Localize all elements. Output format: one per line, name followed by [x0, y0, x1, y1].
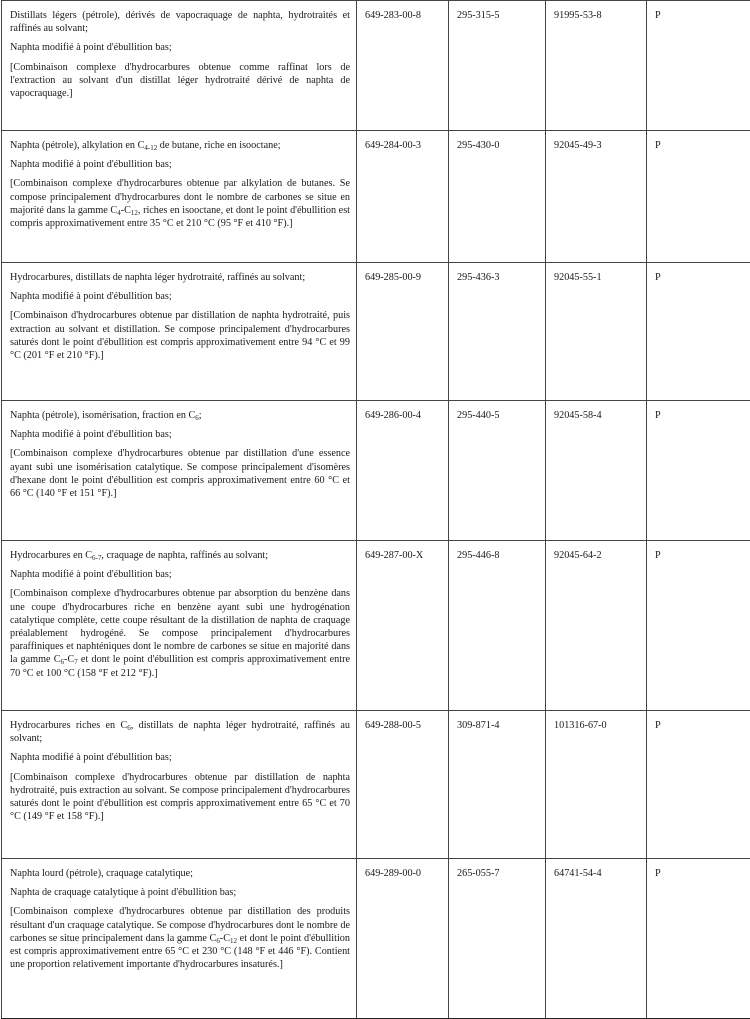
note-cell: P	[647, 263, 750, 401]
index-number-cell: 649-284-00-3	[357, 131, 449, 263]
ec-number-cell: 295-440-5	[449, 401, 546, 541]
table-row	[2, 1, 750, 131]
ec-number-cell: 295-315-5	[449, 1, 546, 131]
substance-alt-name: Naphta modifié à point d'ébullition bas;	[10, 752, 172, 764]
ec-number-cell: 309-871-4	[449, 711, 546, 859]
cas-number-cell: 92045-49-3	[546, 131, 647, 263]
substance-name: Naphta lourd (pétrole), craquage catalytique;	[10, 868, 194, 879]
substance-description: [Combinaison complexe d'hydrocarbures obtenue par absorption du benzène dans une coupe d'hydrocarbures riche en benzène ayant subi une hydrogénation catalytique complète, cette coupe résultant de la distillation de naphta de craquage préalablement hydrogéné. Se compose principalement d'hydrocarbures paraffiniques et naphténiques dont le nombre de carbones se situe en majorité dans la gamme $C_6-C_7$ et dont le point d'ébullition est compris approximativement entre 70 °C et 100 °C (158 °F et 212 °F).]	[10, 588, 350, 679]
note-cell: P	[647, 711, 750, 859]
cas-number-cell: 64741-54-4	[546, 859, 647, 1019]
substance-name: Hydrocarbures riches en $C_6$, distillats de naphta léger hydrotraité, raffinés au solvant;	[10, 720, 350, 745]
substance-description: [Combinaison complexe d'hydrocarbures obtenue par distillation des produits résultant d'un craquage catalytique. Se compose d'hydrocarbures dont le nombre de carbones se situe principalement dans la gamme $C_6-C_{12}$ et dont le point d'ébullition est compris approximativement entre 65 °C et 230 °C (148 °F et 446 °F). Contient une proportion relativement importante d'hydrocarbures insaturés.]	[10, 906, 350, 971]
substance-alt-name: Naphta de craquage catalytique à point d'ébullition bas;	[10, 887, 237, 899]
substance-description: [Combinaison complexe d'hydrocarbures obtenue par distillation de naphta hydrotraité, puis extraction au solvant. Se compose principalement d'hydrocarbures saturés dont le point d'ébullition est compris approximativement entre 65 °C et 70 °C (149 °F et 158 °F).]	[10, 771, 350, 823]
substance-description: [Combinaison d'hydrocarbures obtenue par distillation de naphta hydrotraité, puis extraction au solvant et distillation. Se compose principalement d'hydrocarbures saturés dont le point d'ébullition est compris approximativement entre 94 °C et 99 °C (201 °F et 210 °F).]	[10, 310, 350, 362]
table-row	[2, 401, 750, 541]
ec-number-cell: 295-446-8	[449, 541, 546, 711]
index-number-cell: 649-286-00-4	[357, 401, 449, 541]
cas-number-cell: 101316-67-0	[546, 711, 647, 859]
substance-description-cell	[2, 859, 357, 1019]
substance-name: Distillats légers (pétrole), dérivés de vapocraquage de naphta, hydrotraités et raffinés au solvant;	[10, 10, 350, 35]
index-number-cell: 649-288-00-5	[357, 711, 449, 859]
table-row	[2, 263, 750, 401]
substance-description: [Combinaison complexe d'hydrocarbures obtenue par distillation d'une essence ayant subi une isomérisation catalytique. Se compose principalement d'isomères d'hexane dont le point d'ébullition est compris approximativement entre 60 °C et 66 °C (140 °F et 151 °F).]	[10, 448, 350, 500]
substance-description-cell	[2, 401, 357, 541]
index-number-cell: 649-283-00-8	[357, 1, 449, 131]
cas-number-cell: 92045-64-2	[546, 541, 647, 711]
substance-alt-name: Naphta modifié à point d'ébullition bas;	[10, 569, 172, 581]
note-cell: P	[647, 1, 750, 131]
substance-description-cell	[2, 263, 357, 401]
substance-alt-name: Naphta modifié à point d'ébullition bas;	[10, 291, 172, 303]
table-row	[2, 711, 750, 859]
ec-number-cell: 295-436-3	[449, 263, 546, 401]
table-row	[2, 131, 750, 263]
table-row	[2, 541, 750, 711]
table-body	[2, 1, 750, 1019]
cas-number-cell: 92045-55-1	[546, 263, 647, 401]
note-cell: P	[647, 401, 750, 541]
substance-description-cell	[2, 1, 357, 131]
note-cell: P	[647, 541, 750, 711]
note-cell: P	[647, 131, 750, 263]
ec-number-cell: 295-430-0	[449, 131, 546, 263]
cas-number-cell: 92045-58-4	[546, 401, 647, 541]
substance-description: [Combinaison complexe d'hydrocarbures obtenue comme raffinat lors de l'extraction au solvant d'un distillat léger hydrotraité dérivé de naphta de vapocraquage.]	[10, 61, 350, 100]
substance-description: [Combinaison complexe d'hydrocarbures obtenue par alkylation de butanes. Se compose principalement d'hydrocarbures dont le nombre de carbones se situe en majorité dans la gamme $C_4-C_{12}$, riches en isooctane, et dont le point d'ébullition est compris approximativement entre 35 °C et 210 °C (95 °F et 410 °F).]	[10, 178, 350, 230]
ec-number-cell: 265-055-7	[449, 859, 546, 1019]
substance-name: Naphta (pétrole), alkylation en $C_{4-12}$ de butane, riche en isooctane;	[10, 140, 281, 152]
substance-name: Hydrocarbures, distillats de naphta léger hydrotraité, raffinés au solvant;	[10, 272, 306, 283]
substance-alt-name: Naphta modifié à point d'ébullition bas;	[10, 429, 172, 441]
substance-description-cell	[2, 541, 357, 711]
substances-table	[1, 0, 750, 1019]
index-number-cell: 649-289-00-0	[357, 859, 449, 1019]
substance-description-cell	[2, 131, 357, 263]
substance-name: Hydrocarbures en $C_{6-7}$, craquage de naphta, raffinés au solvant;	[10, 550, 269, 562]
index-number-cell: 649-285-00-9	[357, 263, 449, 401]
cas-number-cell: 91995-53-8	[546, 1, 647, 131]
substance-description-cell	[2, 711, 357, 859]
substance-alt-name: Naphta modifié à point d'ébullition bas;	[10, 159, 172, 171]
table-row	[2, 859, 750, 1019]
note-cell: P	[647, 859, 750, 1019]
index-number-cell: 649-287-00-X	[357, 541, 449, 711]
substance-name: Naphta (pétrole), isomérisation, fraction en $C_6$;	[10, 410, 202, 422]
substance-alt-name: Naphta modifié à point d'ébullition bas;	[10, 42, 172, 54]
